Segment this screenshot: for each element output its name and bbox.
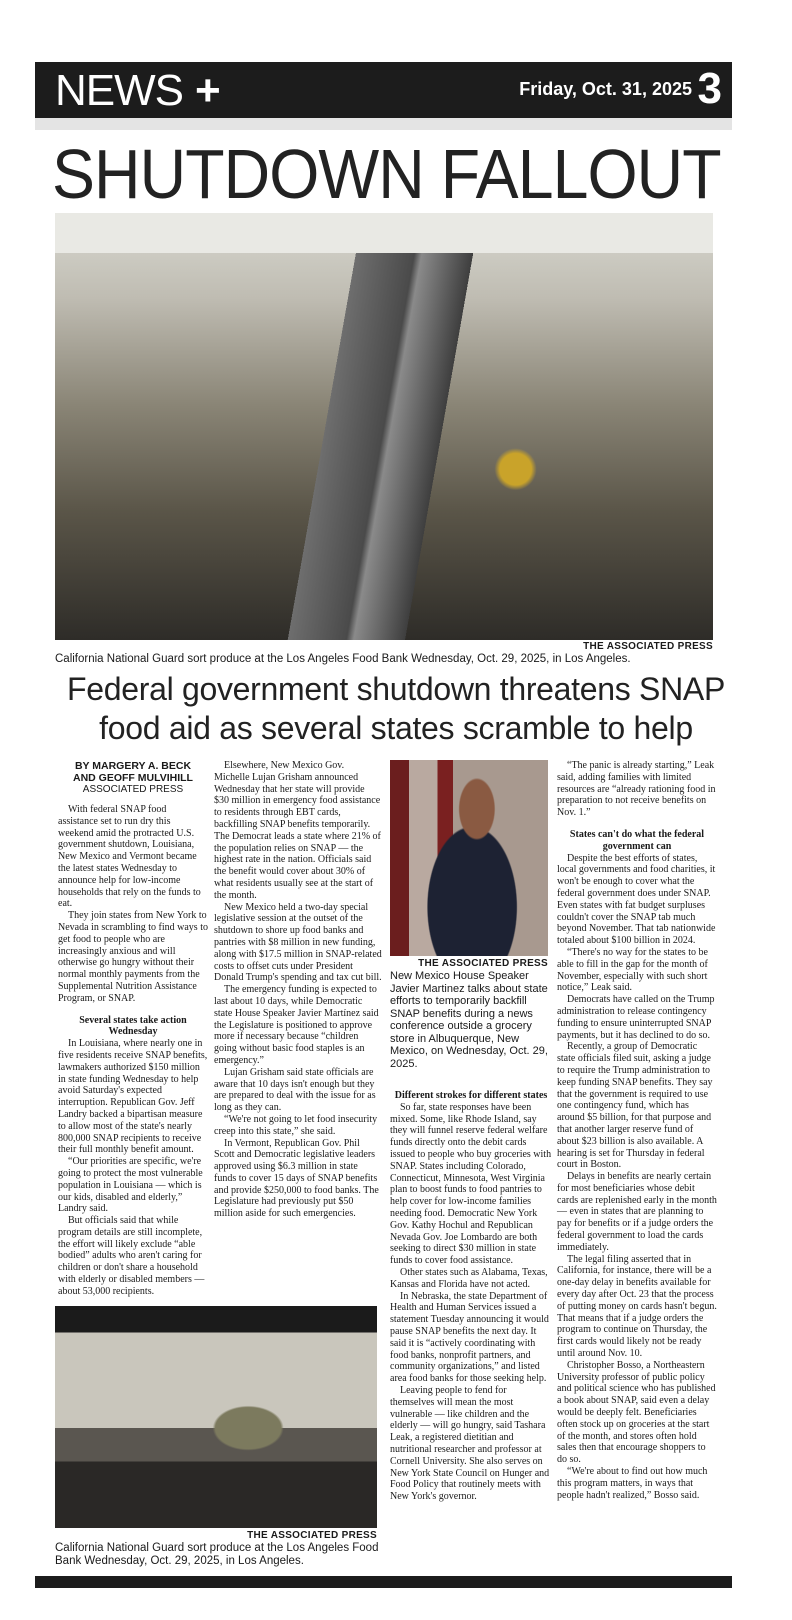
- paragraph: Elsewhere, New Mexico Gov. Michelle Lujan Grisham announced Wednesday that her state will provide $30 million in emergency food assistance to residents through EBT cards, backfilling SNAP benefits temporarily. The Democrat leads a state where 21% of the population relies on SNAP — the highest rate in the nation. Officials said the benefit would cover about 30% of what residents usually see at the start of the month.: [214, 760, 381, 901]
- photo-credit: THE ASSOCIATED PRESS: [583, 641, 713, 652]
- paragraph: “The panic is already starting,” Leak said, adding families with limited resources are “already rationing food in preparation to not receive benefits on Nov. 1.”: [557, 760, 716, 819]
- paragraph: “Our priorities are specific, we're going to protect the most vulnerable population in Louisiana — which is our kids, disabled and elderly,” Landry said.: [58, 1156, 203, 1215]
- paragraph: “We're about to find out how much this program matters, in ways that people hadn't realized,” Bosso said.: [557, 1466, 708, 1501]
- paragraph: Despite the best efforts of states, local governments and food charities, it won't be enough to cover what the federal government does under SNAP. Even states with fat budget surpluses couldn't cover the SNAP tab much beyond November. That tab nationwide totaled about $100 billion in 2024.: [557, 852, 716, 947]
- subheading: Several states take action Wednesday: [79, 1014, 187, 1038]
- subheading: Different strokes for different states: [394, 1090, 548, 1101]
- plus-icon: +: [195, 66, 220, 115]
- divider: [35, 118, 732, 130]
- inset-photo-speaker: [390, 760, 548, 956]
- article-column-4: [557, 760, 717, 1501]
- paragraph: Delays in benefits are nearly certain for most beneficiaries whose debit cards are replenished early in the month — even in states that are planning to pay for benefits or if a judge orders the federal government to load the cards immediately.: [557, 1171, 717, 1253]
- byline-author: BY MARGERY A. BECK: [74, 760, 192, 772]
- photo-caption: California National Guard sort produce at the Los Angeles Food Bank Wednesday, Oct. 29, 2025, in Los Angeles.: [55, 1542, 379, 1567]
- paragraph: With federal SNAP food assistance set to run dry this weekend amid the protracted U.S. government shutdown, Louisiana, New Mexico and Vermont became the latest states Wednesday to announce help for low-income households that rely on the funds to eat.: [58, 804, 201, 910]
- byline-organization: ASSOCIATED PRESS: [82, 784, 184, 795]
- paragraph: Leaving people to fend for themselves will mean the most vulnerable — like children and the elderly — will go hungry, said Tashara Leak, a registered dietitian and nutritional researcher and professor at Cornell University. She also serves on New York State Council on Hunger and Food Policy that routinely meets with New York's governor.: [390, 1384, 550, 1503]
- paragraph: “There's no way for the states to be able to fill in the gap for the month of November, especially with such short notice,” Leak said.: [557, 946, 708, 994]
- paragraph: In Louisiana, where nearly one in five residents receive SNAP benefits, lawmakers authorized $150 million in state funding Wednesday to help avoid Saturday's expected interruption. Republican Gov. Jeff Landry backed a bipartisan measure to allow most of the state's nearly 800,000 SNAP recipients to receive their full monthly benefit amount.: [58, 1038, 208, 1156]
- byline: [58, 760, 208, 796]
- photo-caption: California National Guard sort produce at the Los Angeles Food Bank Wednesday, Oct. 29, 2025, in Los Angeles.: [55, 653, 631, 665]
- section-masthead: [35, 62, 732, 118]
- photo-credit: THE ASSOCIATED PRESS: [418, 958, 548, 969]
- headline-line: Federal government shutdown threatens SNAP: [67, 671, 725, 707]
- headline-line: food aid as several states scramble to help: [99, 710, 693, 746]
- paragraph: Democrats have called on the Trump administration to release contingency funding to ensure uninterrupted SNAP payments, but it has declined to do so.: [557, 994, 715, 1041]
- paragraph: But officials said that while program details are still incomplete, the effort will likely exclude “able bodied” adults who aren't caring for children or don't share a household with elderly or disabled members — about 53,000 recipients.: [58, 1215, 205, 1297]
- subheading: States can't do what the federal government can: [569, 828, 705, 852]
- paragraph: Recently, a group of Democratic state officials filed suit, asking a judge to require the Trump administration to keep funding SNAP benefits. They say that the government is required to use one contingency fund, which has around $5 billion, for that purpose and that another larger reserve fund of about $23 billion is also available. A hearing is set for Thursday in federal court in Boston.: [557, 1041, 713, 1171]
- footer-bar: [35, 1576, 732, 1588]
- article-column-3: [390, 1080, 552, 1503]
- paragraph: The legal filing asserted that in California, for instance, there will be a one-day delay in benefits available for every day after Oct. 23 that the process of putting money on cards hasn't begun. That means that if a judge orders the program to continue on Thursday, the first cards would likely not be ready until around Nov. 10.: [557, 1253, 717, 1360]
- photo-caption: New Mexico House Speaker Javier Martinez talks about state efforts to temporarily backfill SNAP benefits during a news conference outside a grocery store in Albuquerque, New Mexico, on Wednesday, Oct. 29, 2025.: [390, 970, 548, 1070]
- paragraph: New Mexico held a two-day special legislative session at the outset of the shutdown to shore up food banks and pantries with $8 million in new funding, along with $17.5 million in SNAP-related costs to offset cuts under President Donald Trump's spending and tax cut bill.: [214, 901, 382, 984]
- paragraph: They join states from New York to Nevada in scrambling to find ways to get food to people who are increasingly anxious and will otherwise go hungry without their normal monthly payments from the Supplemental Nutrition Assistance Program, or SNAP.: [58, 910, 208, 1004]
- main-photo-food-bank: [55, 213, 713, 640]
- paragraph: The emergency funding is expected to last about 10 days, while Democratic state House Speaker Javier Martínez said the Legislature is positioned to approve more if necessary because “children going without basic food staples is an emergency.”: [214, 984, 379, 1066]
- byline-author: AND GEOFF MULVIHILL: [73, 772, 193, 784]
- paragraph: Other states such as Alabama, Texas, Kansas and Florida have not acted.: [390, 1266, 548, 1290]
- section-name: [55, 66, 220, 116]
- paragraph: Christopher Bosso, a Northeastern University professor of public policy and political science who has published a book about SNAP, said even a delay would be deeply felt. Beneficiaries often stock up on groceries at the start of the month, and stores often hold sales then that encourage shoppers to do so.: [557, 1359, 716, 1466]
- issue-date: Friday, Oct. 31, 2025: [519, 79, 692, 99]
- paragraph: “We're not going to let food insecurity creep into this state,” she said.: [214, 1113, 378, 1137]
- paragraph: In Vermont, Republican Gov. Phil Scott and Democratic legislative leaders approved using $6.3 million in state funds to cover 15 days of SNAP benefits and provide $250,000 to food banks. The Legislature had previously put $50 million aside for such emergencies.: [214, 1137, 379, 1220]
- paragraph: In Nebraska, the state Department of Health and Human Services issued a statement Tuesday announcing it would pause SNAP benefits the next day. It said it is “actively coordinating with food banks, nonprofit partners, and community organizations,” and listed area food banks for those seeking help.: [390, 1290, 549, 1385]
- bottom-photo-guard-sorting: [55, 1306, 377, 1528]
- section-label: NEWS: [55, 66, 183, 115]
- article-column-2: [214, 760, 382, 1220]
- paragraph: So far, state responses have been mixed. Some, like Rhode Island, say they will funnel reserve federal welfare funds directly onto the debit cards issued to people who buy groceries with SNAP. States including Colorado, Connecticut, Minnesota, West Virginia plan to boost funds to food pantries to help cover for low-income families needing food. Democratic New York Gov. Kathy Hochul and Republican Nevada Gov. Joe Lombardo are both seeking to direct $30 million in state funds to cover food assistance.: [390, 1101, 552, 1267]
- photo-credit: THE ASSOCIATED PRESS: [247, 1530, 377, 1541]
- page-number: 3: [697, 64, 722, 113]
- paragraph: Lujan Grisham said state officials are aware that 10 days isn't enough but they are prepared to deal with the issue for as long as they can.: [214, 1066, 376, 1114]
- article-headline: [40, 670, 752, 748]
- section-kicker: SHUTDOWN FALLOUT: [52, 135, 721, 213]
- article-column-1: [58, 760, 208, 1298]
